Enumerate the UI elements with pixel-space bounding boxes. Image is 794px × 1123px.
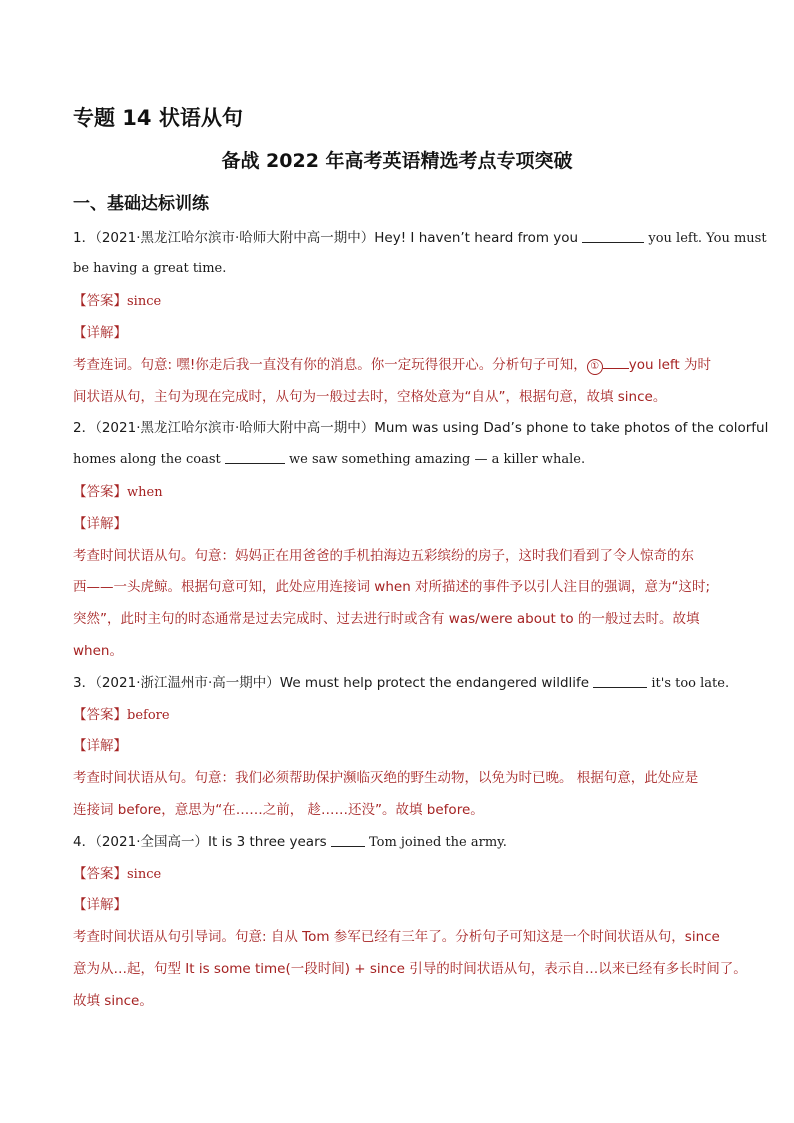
circled-number-1: ① xyxy=(587,359,603,375)
question-3-line-1: 3．（2021·浙江温州市·高一期中）We must help protect the endangered wildlife it's too late. xyxy=(73,675,730,691)
question-1-line-1: 1．（2021·黑龙江哈尔滨市·哈师大附中高一期中）Hey! I haven’t heard from you you left. You must xyxy=(73,230,767,246)
question-2-detail-label: 【详解】 xyxy=(73,516,127,532)
document-subtitle: 备战 2022 年高考英语精选考点专项突破 xyxy=(221,150,573,172)
question-3-answer: 【答案】before xyxy=(73,707,170,723)
question-3-explanation-line-2: 连接词 before，意思为“在……之前， 趁……还没”。故填 before。 xyxy=(73,802,484,818)
question-4-explanation-line-1: 考查时间状语从句引导词。句意: 自从 Tom 参军已经有三年了。分析句子可知这是一个时间状语从句，since xyxy=(73,929,720,945)
question-1-blank xyxy=(582,229,644,243)
question-1-explanation-line-2: 间状语从句，主句为现在完成时，从句为一般过去时，空格处意为“自从”，根据句意，故填 since。 xyxy=(73,389,667,405)
question-2-line-2: homes along the coast we saw something amazing — a killer whale. xyxy=(73,452,586,467)
question-1-explanation-line-1: 考查连词。句意: 嘿!你走后我一直没有你的消息。你一定玩得很开心。分析句子可知， ① you left 为时 xyxy=(73,357,712,373)
document-title: 专题 14 状语从句 xyxy=(73,106,243,130)
answer-underline xyxy=(603,356,629,369)
question-4-explanation-line-3: 故填 since。 xyxy=(73,993,153,1009)
question-2-blank xyxy=(225,450,285,464)
question-3-blank xyxy=(593,674,647,688)
question-4-detail-label: 【详解】 xyxy=(73,897,127,913)
question-4-explanation-line-2: 意为从…起，句型 It is some time(一段时间) + since 引导的时间状语从句，表示自…以来已经有多长时间了。 xyxy=(73,961,747,977)
question-1-detail-label: 【详解】 xyxy=(73,325,127,341)
question-2-line-1: 2．（2021·黑龙江哈尔滨市·哈师大附中高一期中）Mum was using Dad’s phone to take photos of the colorful xyxy=(73,420,769,436)
question-2-answer: 【答案】when xyxy=(73,484,163,500)
question-2-explanation-line-2: 西——一头虎鲸。根据句意可知，此处应用连接词 when 对所描述的事件予以引人注目的强调，意为“这时; xyxy=(73,579,711,595)
question-1-line-2: be having a great time. xyxy=(73,261,227,276)
question-2-explanation-line-3: 突然”，此时主句的时态通常是过去完成时、过去进行时或含有 was/were about to 的一般过去时。故填 xyxy=(73,611,700,627)
question-2-explanation-line-4: when。 xyxy=(73,643,123,659)
question-4-line-1: 4．（2021·全国高一）It is 3 three years Tom joined the army. xyxy=(73,834,507,850)
question-2-explanation-line-1: 考查时间状语从句。句意：妈妈正在用爸爸的手机拍海边五彩缤纷的房子，这时我们看到了令人惊奇的东 xyxy=(73,548,694,564)
question-4-answer: 【答案】since xyxy=(73,866,162,882)
question-4-blank xyxy=(331,833,365,847)
question-1-answer: 【答案】since xyxy=(73,293,162,309)
section-heading: 一、基础达标训练 xyxy=(73,194,209,214)
question-3-explanation-line-1: 考查时间状语从句。句意：我们必须帮助保护濒临灭绝的野生动物，以免为时已晚。 根据句意，此处应是 xyxy=(73,770,699,786)
question-3-detail-label: 【详解】 xyxy=(73,738,127,754)
